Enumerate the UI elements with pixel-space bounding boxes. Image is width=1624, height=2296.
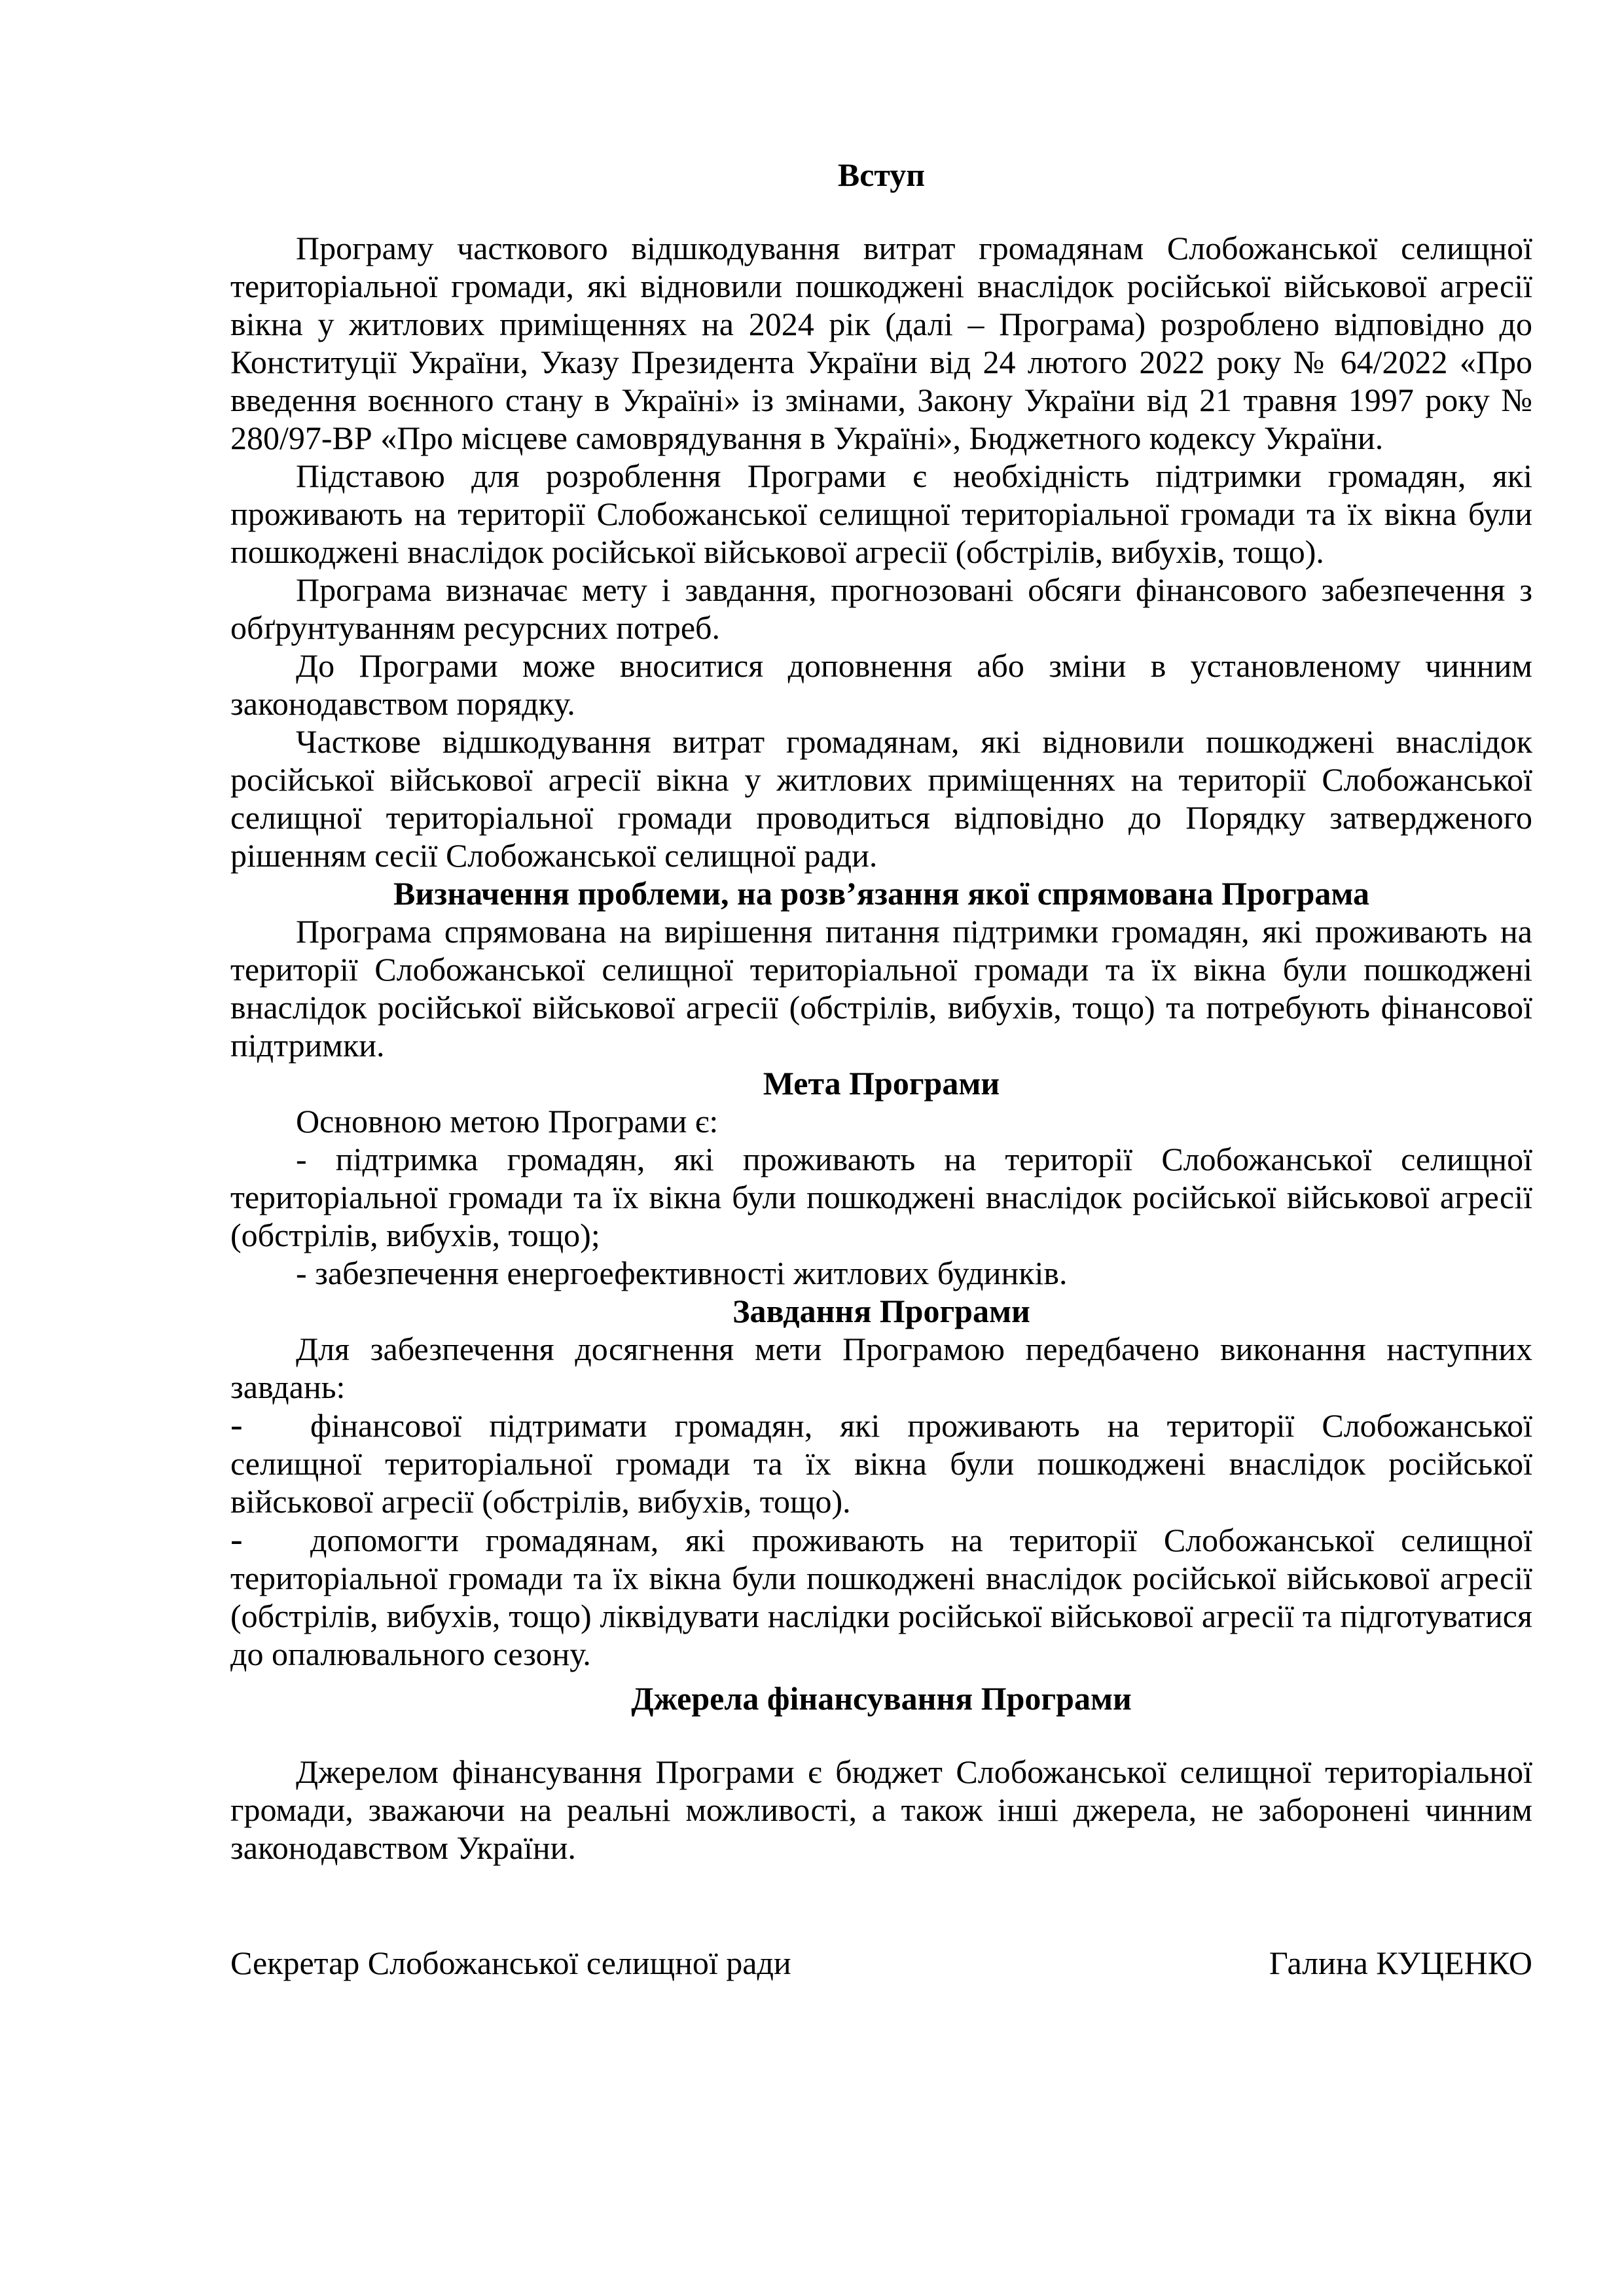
signature-name: Галина КУЦЕНКО xyxy=(1269,1945,1532,1981)
signature-title: Секретар Слобожанської селищної ради xyxy=(230,1945,791,1981)
paragraph: - забезпечення енергоефективності житлових будинків. xyxy=(296,1255,1068,1291)
paragraph: Для забезпечення досягнення мети Програмою передбачено виконання наступних завдань: xyxy=(230,1331,1532,1405)
section-heading-goal: Мета Програми xyxy=(763,1065,1000,1102)
section-heading-tasks: Завдання Програми xyxy=(732,1293,1030,1329)
list-item xyxy=(230,1520,1532,1673)
section-heading-funding: Джерела фінансування Програми xyxy=(631,1680,1132,1717)
list-item-text: допомогти громадянам, які проживають на території Слобожанської селищної територіальної громади та їх вікна були пошкоджені внаслідок російської військової агресії (обстрілів, вибухів, тощо) ліквідувати наслідки російської військової агресії та підготуватися до опалювального сезону. xyxy=(230,1522,1532,1672)
paragraph: Підставою для розроблення Програми є необхідність підтримки громадян, які проживають на території Слобожанської селищної територіальної громади та їх вікна були пошкоджені внаслідок російської військової агресії (обстрілів, вибухів, тощо). xyxy=(230,457,1532,570)
signature-row xyxy=(230,1944,1532,1982)
paragraph: Джерелом фінансування Програми є бюджет Слобожанської селищної територіальної громади, зважаючи на реальні можливості, а також інші джерела, не заборонені чинним законодавством України. xyxy=(230,1753,1532,1866)
paragraph: До Програми може вноситися доповнення або зміни в установленому чинним законодавством порядку. xyxy=(230,647,1532,722)
section-heading-problem: Визначення проблеми, на розв’язання якої спрямована Програма xyxy=(393,875,1370,912)
paragraph: Програма визначає мету і завдання, прогнозовані обсяги фінансового забезпечення з обґрунтуванням ресурсних потреб. xyxy=(230,571,1532,646)
section-heading-intro: Вступ xyxy=(837,156,926,193)
paragraph: Програма спрямована на вирішення питання підтримки громадян, які проживають на території Слобожанської селищної територіальної громади та їх вікна були пошкоджені внаслідок російської військової агресії (обстрілів, вибухів, тощо) та потребують фінансової підтримки. xyxy=(230,913,1532,1064)
list-item xyxy=(230,1406,1532,1520)
list-dash-marker: - xyxy=(230,1405,243,1445)
paragraph: - підтримка громадян, які проживають на території Слобожанської селищної територіальної громади та їх вікна були пошкоджені внаслідок російської військової агресії (обстрілів, вибухів, тощо); xyxy=(230,1141,1532,1253)
paragraph: Програму часткового відшкодування витрат громадянам Слобожанської селищної територіальної громади, які відновили пошкоджені внаслідок російської військової агресії вікна у житлових приміщеннях на 2024 рік (далі – Програма) розроблено відповідно до Конституції України, Указу Президента України від 24 лютого 2022 року № 64/2022 «Про введення воєнного стану в Україні» із змінами, Закону України від 21 травня 1997 року № 280/97-ВР «Про місцеве самоврядування в Україні», Бюджетного кодексу України. xyxy=(230,230,1532,456)
paragraph: Основною метою Програми є: xyxy=(296,1103,719,1139)
paragraph: Часткове відшкодування витрат громадянам, які відновили пошкоджені внаслідок російської військової агресії вікна у житлових приміщеннях на території Слобожанської селищної територіальної громади проводиться відповідно до Порядку затвердженого рішенням сесії Слобожанської селищної ради. xyxy=(230,723,1532,874)
list-dash-marker: - xyxy=(230,1519,243,1560)
list-item-text: фінансової підтримати громадян, які проживають на території Слобожанської селищної територіальної громади та їх вікна були пошкоджені внаслідок російської військової агресії (обстрілів, вибухів, тощо). xyxy=(230,1407,1532,1520)
